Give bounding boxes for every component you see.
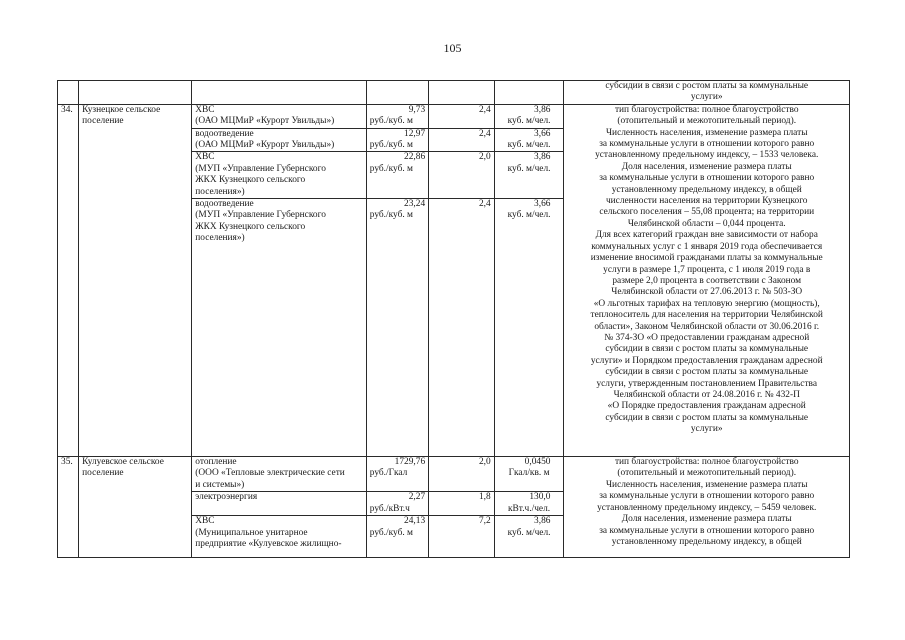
service-cell (192, 199, 366, 457)
note-line: области», Законом Челябинской области от 30.06.2016 г. (594, 321, 820, 332)
note-line: Доля населения, изменение размера платы (621, 514, 792, 525)
price-unit: руб./куб. м (369, 210, 413, 221)
service-cell (192, 457, 366, 492)
service-line: ХВС (195, 516, 215, 527)
note-line: услуги, утвержденным постановлением Правительства (596, 378, 818, 389)
note-line: установленному предельному индексу, – 1533 человека. (595, 150, 819, 161)
note-line: (отопительный и межотопительный период). (617, 468, 797, 479)
norm-cell (494, 492, 564, 516)
cell-index (429, 81, 495, 105)
note-line: услуги в размере 1,7 процента, с 1 июля 2019 года в (603, 264, 811, 275)
note-line: Челябинской области – 0,044 процента. (627, 218, 786, 229)
note-line: сельского поселения – 55,08 процента; на территории (599, 207, 815, 218)
price-value: 24,13 (404, 516, 426, 527)
service-line: водоотведение (195, 128, 254, 139)
service-line: ЖКХ Кузнецкого сельского (195, 175, 306, 186)
service-line: поселения») (195, 186, 245, 197)
index-cell: 2,4 (429, 104, 495, 128)
table-row (58, 104, 850, 128)
service-line: отопление (195, 457, 237, 468)
norm-unit: куб. м/чел. (507, 210, 551, 221)
norm-value: 3,66 (534, 199, 551, 210)
price-value: 1729,76 (394, 457, 426, 468)
note-line: Доля населения, изменение размера платы (621, 161, 792, 172)
norm-unit: Гкал/кв. м (508, 468, 550, 479)
norm-unit: куб. м/чел. (507, 163, 551, 174)
table-row (58, 457, 850, 492)
price-value: 23,24 (404, 199, 426, 210)
service-line: (МУП «Управление Губернского (195, 210, 326, 221)
table-row (58, 81, 850, 105)
tariff-table (57, 80, 850, 558)
service-line: (МУП «Управление Губернского (195, 163, 326, 174)
price-cell (366, 152, 428, 199)
note-cell (564, 104, 850, 456)
cell-norm (494, 81, 564, 105)
settlement-name: Кулуевское сельское поселение (79, 457, 192, 558)
norm-value: 130,0 (529, 492, 551, 503)
note-line: за коммунальные услуги в отношении которого равно (599, 491, 815, 502)
norm-value: 3,86 (534, 104, 551, 115)
service-line: водоотведение (195, 199, 254, 210)
note-line: субсидии в связи с ростом платы за коммунальные (605, 412, 809, 423)
note-line: тип благоустройства: полное благоустройство (614, 457, 799, 468)
note-line: Численность населения, изменение размера платы (605, 127, 808, 138)
note-line: коммунальных услуг с 1 января 2019 года обеспечивается (591, 241, 823, 252)
note-line: субсидии в связи с ростом платы за коммунальные (605, 81, 809, 91)
note-line: Челябинской области от 24.08.2016 г. № 432-П (613, 389, 800, 400)
service-line: ХВС (195, 104, 215, 115)
cell-note (564, 81, 850, 105)
page-number: 105 (443, 41, 462, 55)
note-line: «О льготных тарифах на тепловую энергию (мощность), (593, 298, 820, 309)
note-line: услуги» и Порядком предоставления гражданам адресной (590, 355, 823, 366)
row-number: 34. (58, 104, 79, 456)
price-value: 22,86 (404, 152, 426, 163)
price-value: 12,97 (404, 128, 426, 139)
price-cell (366, 199, 428, 457)
note-line: за коммунальные услуги в отношении которого равно (599, 173, 815, 184)
norm-value: 3,86 (534, 516, 551, 527)
note-line: установленному предельному индексу, в общей (611, 536, 802, 547)
note-cell (564, 457, 850, 558)
note-line: (отопительный и межотопительный период). (617, 116, 797, 127)
price-cell (366, 492, 428, 516)
price-unit: руб./куб. м (369, 140, 413, 151)
row-number: 35. (58, 457, 79, 558)
index-cell: 2,4 (429, 199, 495, 457)
service-line: и системы») (195, 479, 245, 490)
service-line: ЖКХ Кузнецкого сельского (195, 221, 306, 232)
norm-unit: куб. м/чел. (507, 140, 551, 151)
cell-service (192, 81, 366, 105)
price-unit: руб./кВт.ч (369, 503, 410, 514)
note-line: услуги» (690, 424, 723, 435)
norm-cell (494, 152, 564, 199)
note-line: установленному предельному индексу, в общей (611, 184, 802, 195)
price-cell (366, 128, 428, 152)
service-cell (192, 104, 366, 128)
note-line: № 374-ЗО «О предоставлении гражданам адресной (604, 332, 810, 343)
price-cell (366, 457, 428, 492)
note-line: Челябинской области от 27.06.2013 г. № 503-ЗО (611, 287, 803, 298)
index-cell: 2,0 (429, 152, 495, 199)
cell-num (58, 81, 79, 105)
service-line: (Муниципальное унитарное (195, 527, 308, 538)
norm-unit: куб. м/чел. (507, 527, 551, 538)
norm-value: 3,66 (534, 128, 551, 139)
index-cell: 2,4 (429, 128, 495, 152)
settlement-name: Кузнецкое сельское поселение (79, 104, 192, 456)
index-cell: 1,8 (429, 492, 495, 516)
service-line: (ООО «Тепловые электрические сети (195, 468, 345, 479)
service-cell (192, 516, 366, 558)
note-line: за коммунальные услуги в отношении которого равно (599, 525, 815, 536)
service-line: ХВС (195, 152, 215, 163)
price-cell (366, 516, 428, 558)
norm-value: 0,0450 (524, 457, 551, 468)
service-line: (ОАО МЦМиР «Курорт Увильды») (195, 140, 335, 151)
cell-name (79, 81, 192, 105)
norm-cell (494, 128, 564, 152)
note-line: размере 2,0 процента в соответствии с Законом (612, 275, 802, 286)
service-line: предприятие «Кулуевское жилищно- (195, 538, 342, 549)
cell-price (366, 81, 428, 105)
note-line: за коммунальные услуги в отношении которого равно (599, 139, 815, 150)
index-cell: 2,0 (429, 457, 495, 492)
service-line: электроэнергия (195, 492, 258, 503)
price-unit: руб./куб. м (369, 116, 413, 127)
norm-cell (494, 457, 564, 492)
service-cell (192, 492, 366, 516)
note-line: Численность населения, изменение размера платы (605, 479, 808, 490)
service-cell (192, 128, 366, 152)
note-line: услуги» (690, 92, 723, 103)
norm-value: 3,86 (534, 152, 551, 163)
norm-cell (494, 516, 564, 558)
note-line: субсидии в связи с ростом платы за коммунальные (605, 367, 809, 378)
note-line: изменение вносимой гражданами платы за коммунальные (590, 253, 823, 264)
norm-cell (494, 104, 564, 128)
price-value: 2,27 (408, 492, 426, 503)
norm-cell (494, 199, 564, 457)
price-unit: руб./куб. м (369, 527, 413, 538)
note-line: «О Порядке предоставления гражданам адресной (607, 401, 806, 412)
price-cell (366, 104, 428, 128)
price-unit: руб./Гкал (369, 468, 408, 479)
price-value: 9,73 (408, 104, 426, 115)
note-line: теплоноситель для населения на территории Челябинской (590, 310, 823, 321)
index-cell: 7,2 (429, 516, 495, 558)
note-line: установленному предельному индексу, – 5459 человек. (597, 502, 817, 513)
note-line: тип благоустройства: полное благоустройство (614, 104, 799, 115)
service-cell (192, 152, 366, 199)
norm-unit: куб. м/чел. (507, 116, 551, 127)
note-line: субсидии в связи с ростом платы за коммунальные (605, 344, 809, 355)
service-line: поселения») (195, 233, 245, 244)
note-line: численности населения на территории Кузнецкого (605, 196, 808, 207)
price-unit: руб./куб. м (369, 163, 413, 174)
note-line: Для всех категорий граждан вне зависимости от набора (595, 230, 818, 241)
norm-unit: кВт.ч./чел. (508, 503, 551, 514)
service-line: (ОАО МЦМиР «Курорт Увильды») (195, 116, 335, 127)
